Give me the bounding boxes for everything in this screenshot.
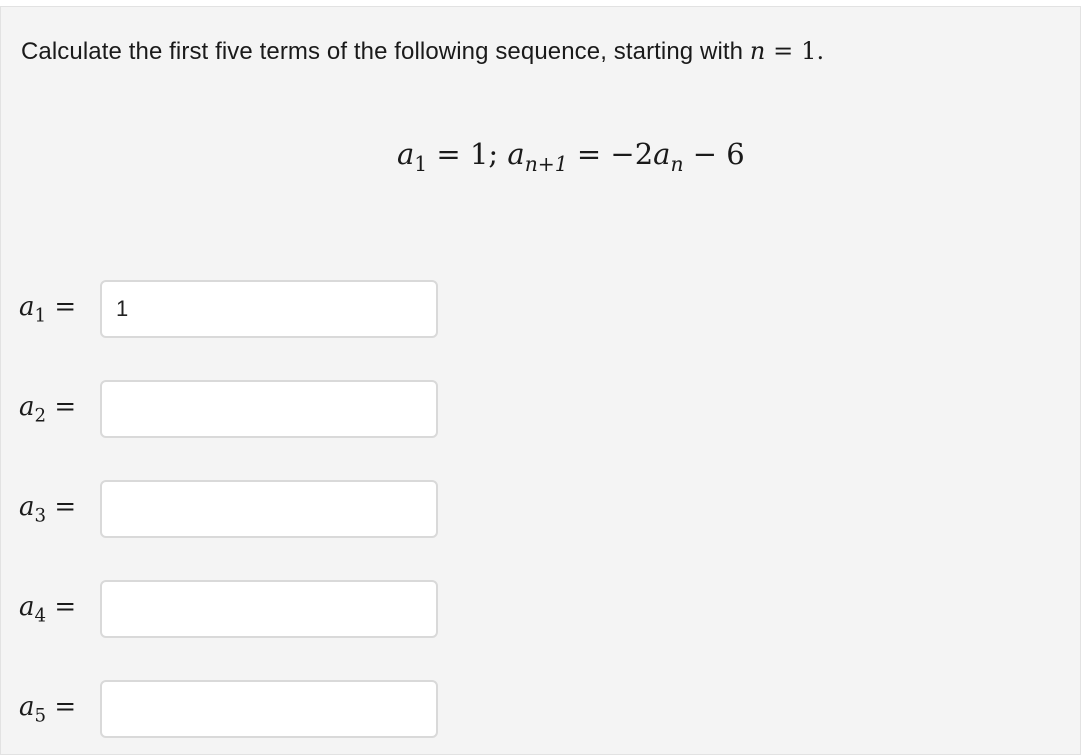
term-input-3[interactable] xyxy=(100,480,438,538)
term-var-5: a xyxy=(19,692,35,722)
formula-an-var: a xyxy=(653,137,671,171)
formula-an1-sub: n+1 xyxy=(524,152,568,177)
formula-a1-sub: 1 xyxy=(414,152,428,177)
term-input-5[interactable] xyxy=(100,680,438,738)
term-sub-2: 2 xyxy=(34,405,47,427)
term-var-2: a xyxy=(19,392,35,422)
term-sub-1: 1 xyxy=(34,305,47,327)
term-row-3 xyxy=(1,480,461,538)
formula-eq1: = 1; xyxy=(427,137,508,171)
term-row-5 xyxy=(1,680,461,738)
formula-an-sub: n xyxy=(670,152,684,177)
term-label-2 xyxy=(19,392,97,426)
term-var-4: a xyxy=(19,592,35,622)
term-label-5 xyxy=(19,692,97,726)
term-input-4[interactable] xyxy=(100,580,438,638)
term-label-4 xyxy=(19,592,97,626)
term-label-1 xyxy=(19,292,97,326)
recurrence-formula xyxy=(397,137,745,176)
term-sub-3: 3 xyxy=(34,505,47,527)
term-sub-4: 4 xyxy=(34,605,47,627)
term-eq-5: = xyxy=(46,692,77,722)
term-eq-3: = xyxy=(46,492,77,522)
term-eq-2: = xyxy=(46,392,77,422)
term-input-2[interactable] xyxy=(100,380,438,438)
formula-an1-var: a xyxy=(507,137,525,171)
prompt-variable: n xyxy=(749,37,766,65)
term-var-1: a xyxy=(19,292,35,322)
term-input-1[interactable] xyxy=(100,280,438,338)
prompt-text: Calculate the first five terms of the following sequence, starting with xyxy=(21,38,750,65)
term-label-3 xyxy=(19,492,97,526)
formula-eq2: = −2 xyxy=(567,137,654,171)
formula-a1-var: a xyxy=(397,137,415,171)
term-sub-5: 5 xyxy=(34,705,47,727)
formula-tail: − 6 xyxy=(683,137,745,171)
prompt-equals: = 1. xyxy=(765,37,825,65)
question-prompt xyxy=(21,37,824,66)
term-var-3: a xyxy=(19,492,35,522)
prompt-math xyxy=(750,37,824,65)
term-eq-1: = xyxy=(46,292,77,322)
term-row-4 xyxy=(1,580,461,638)
term-row-2 xyxy=(1,380,461,438)
term-row-1 xyxy=(1,280,461,338)
question-panel xyxy=(0,6,1081,755)
term-eq-4: = xyxy=(46,592,77,622)
